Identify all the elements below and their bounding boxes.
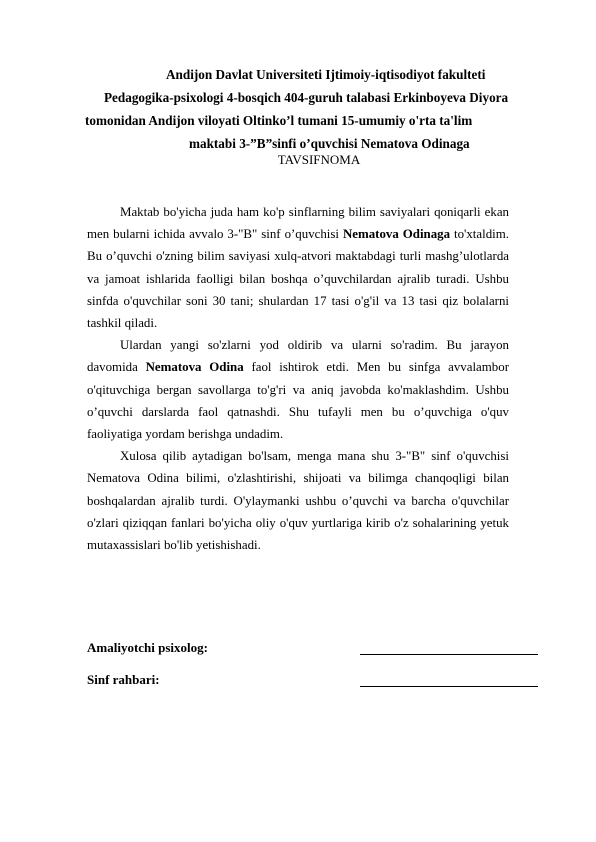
paragraph-1 (87, 201, 509, 334)
paragraph-3: Xulosa qilib aytadigan bo'lsam, menga mana shu 3-"B" sinf o'quvchisi Nematova Odina bilimi, o'zlashtirishi, shijoati va bilimga chanqoqligi bilan boshqalardan ajralib turdi. O'ylaymanki ushbu o’quvchi va barcha o'quvchilar o'zlari qiziqqan fanlari bo'yicha oliy o'quv yurtlariga kirib o'z sohalarining yetuk mutaxassislari bo'lib yetishishadi. (87, 449, 509, 553)
paragraph-1-text-a: Maktab bo'yicha juda ham ko'p sinflarning bilim saviyalari qoniqarli ekan men bularni ichida avvalo 3-"B" sinf o’quvchisi (87, 205, 509, 242)
signature-row-psychologist (87, 640, 537, 658)
document-body (87, 201, 509, 556)
paragraph-2 (87, 334, 509, 445)
document-title: TAVSIFNOMA (277, 152, 361, 167)
paragraph-2-bold-name: Nematova Odina (145, 360, 244, 375)
psychologist-signature-line (360, 654, 538, 655)
document-title-wrap (0, 152, 596, 168)
header-pupil-line: maktabi 3-”B”sinfi o’quvchisi Nematova Odinaga (189, 136, 470, 151)
paragraph-1-bold-name: Nematova Odinaga (342, 227, 451, 242)
signature-row-class-teacher (87, 672, 537, 690)
paragraph-2-text-a: Ulardan yangi so'zlarni yod oldirib va ularni so'radim. Bu jarayon davomida (87, 338, 509, 375)
class-teacher-signature-line (360, 686, 538, 687)
class-teacher-label: Sinf rahbari: (87, 672, 160, 687)
paragraph-1-text-b: to'xtaldim. Bu o’quvchi o'zning bilim saviyasi xulq-atvori maktabdagi turli mashg’ulotlarda va jamoat ishlarida faolligi bilan boshqa o’quvchilardan ajralib turadi. Ushbu sinfda o'quvchilar soni 30 tani; shulardan 17 tasi o'g'il va 13 tasi qiz bolalarni tashkil qiladi. (87, 227, 509, 331)
paragraph-2-text-b: faol ishtirok etdi. Men bu sinfga avvalambor o'qituvchiga bergan savollarga to'g'ri va aniq javobda ko'maklashdim. Ushbu o’quvchi darslarda faol qatnashdi. Shu tufayli men bu o’quvchiga o'quv faoliyatiga yordam berishga undadim. (87, 360, 509, 442)
header-university-line: Andijon Davlat Universiteti Ijtimoiy-iqtisodiyot fakulteti (166, 67, 486, 82)
psychologist-label: Amaliyotchi psixolog: (87, 640, 208, 655)
header-student-line: Pedagogika-psixologi 4-bosqich 404-guruh talabasi Erkinboyeva Diyora (104, 90, 509, 105)
header-school-line: tomonidan Andijon viloyati Oltinko’l tumani 15-umumiy o'rta ta'lim (85, 113, 473, 128)
